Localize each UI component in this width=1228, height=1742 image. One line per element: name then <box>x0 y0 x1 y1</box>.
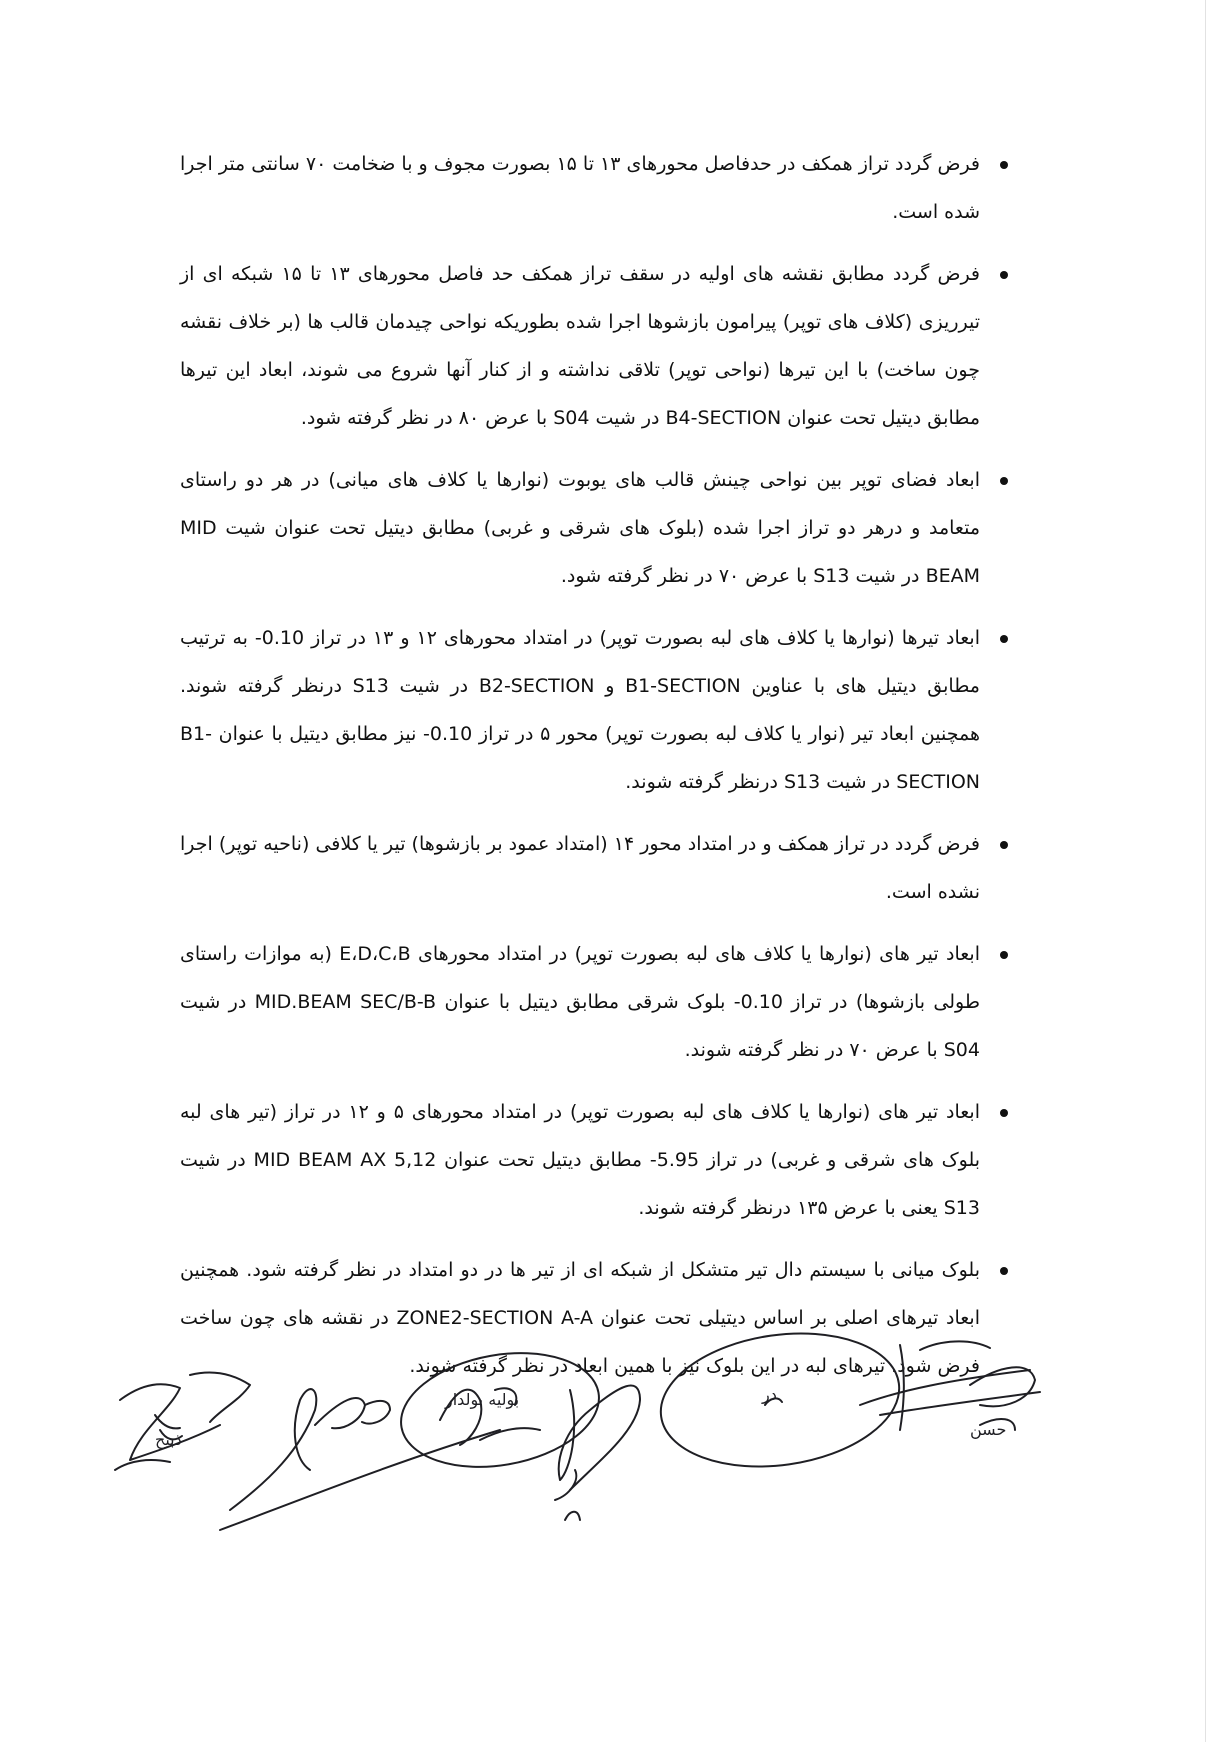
bullet-item-text: ابعاد فضای توپر بین نواحی چینش قالب های یوبوت (نوارها یا کلاف های میانی) در هر دو راستای متعامد و درهر دو تراز اجرا شده (بلوک های شرقی و غربی) مطابق دیتیل تحت عنوان شیت MID BEAM در شیت S13 با عرض ۷۰ در نظر گرفته شود. <box>180 469 980 587</box>
bullet-item-6 <box>180 930 1010 1074</box>
bullet-item-text: ابعاد تیر های (نوارها یا کلاف های لبه بصورت توپر) در امتداد محورهای E،D،C،B (به موازات راستای طولی بازشوها) در تراز 0.10- بلوک شرقی مطابق دیتیل با عنوان MID.BEAM SEC/B-B در شیت S04 با عرض ۷۰ در نظر گرفته شوند. <box>180 943 980 1061</box>
bullet-dot <box>1000 161 1008 169</box>
bullet-dot <box>1000 841 1008 849</box>
bullet-dot <box>1000 1109 1008 1117</box>
bullet-item-text: ابعاد تیر های (نوارها یا کلاف های لبه بصورت توپر) در امتداد محورهای ۵ و ۱۲ در تراز (تیر های لبه بلوک های شرقی و غربی) در تراز 5.95- مطابق دیتیل تحت عنوان MID BEAM AX 5,12 در شیت S13 یعنی با عرض ۱۳۵ درنظر گرفته شوند. <box>180 1101 981 1219</box>
bullet-item-2 <box>180 250 1010 442</box>
bullet-item-1 <box>180 140 1010 236</box>
bullet-item-7 <box>180 1088 1010 1232</box>
bullet-item-text: بلوک میانی با سیستم دال تیر متشکل از شبکه ای از تیر ها در دو امتداد در نظر گرفته شود. همچنین ابعاد تیرهای اصلی بر اساس دیتیلی تحت عنوان ZONE2-SECTION A-A در نقشه های چون ساخت فرض شود. تیرهای لبه در این بلوک نیز با همین ابعاد در نظر گرفته شوند. <box>180 1259 980 1377</box>
bullet-item-text: فرض گردد در تراز همکف و در امتداد محور ۱۴ (امتداد عمود بر بازشوها) تیر یا کلافی (ناحیه توپر) اجرا نشده است. <box>180 833 980 903</box>
bullet-list <box>180 140 1010 1390</box>
signature-5 <box>652 1330 908 1481</box>
bullet-item-3 <box>180 456 1010 600</box>
bullet-dot <box>1000 635 1008 643</box>
signature-annotation-4: حسن <box>970 1420 1007 1439</box>
signature-2 <box>220 1389 500 1530</box>
bullet-item-text: ابعاد تیرها (نوارها یا کلاف های لبه بصورت توپر) در امتداد محورهای ۱۲ و ۱۳ در تراز 0.10- به ترتیب مطابق دیتیل های با عناوین B1-SECTION و B2-SECTION در شیت S13 درنظر گرفته شوند. همچنین ابعاد تیر (نوار یا کلاف لبه بصورت توپر) محور ۵ در تراز 0.10- نیز مطابق دیتیل با عنوان B1-SECTION در شیت S13 درنظر گرفته شوند. <box>180 627 981 793</box>
bullet-dot <box>1000 477 1008 485</box>
bullet-dot <box>1000 271 1008 279</box>
bullet-item-4 <box>180 614 1010 806</box>
bullet-item-5 <box>180 820 1010 916</box>
signature-annotation-2: بولیه بولدار <box>445 1390 520 1409</box>
document-page <box>180 140 1010 1404</box>
scan-edge-line <box>1205 0 1206 1742</box>
bullet-item-text: فرض گردد تراز همکف در حدفاصل محورهای ۱۳ تا ۱۵ بصورت مجوف و با ضخامت ۷۰ سانتی متر اجرا شده است. <box>180 153 981 223</box>
signature-1 <box>115 1372 250 1470</box>
bullet-item-text: فرض گردد مطابق نقشه های اولیه در سقف تراز همکف حد فاصل محورهای ۱۳ تا ۱۵ شبکه ای از تیرریزی (کلاف های توپر) پیرامون بازشوها اجرا شده بطوریکه نواحی چیدمان قالب ها (بر خلاف نقشه چون ساخت) با این تیرها (نواحی توپر) تلاقی نداشته و از کنار آنها شروع می شوند، ابعاد این تیرها مطابق دیتیل تحت عنوان B4-SECTION در شیت S04 با عرض ۸۰ در نظر گرفته شود. <box>180 263 981 429</box>
signature-3 <box>392 1338 608 1481</box>
signature-annotation-1: ذبیح <box>155 1430 182 1449</box>
signature-annotation-3: در <box>762 1385 777 1404</box>
bullet-dot <box>1000 951 1008 959</box>
bullet-dot <box>1000 1267 1008 1275</box>
signatures-area <box>100 1330 1160 1540</box>
